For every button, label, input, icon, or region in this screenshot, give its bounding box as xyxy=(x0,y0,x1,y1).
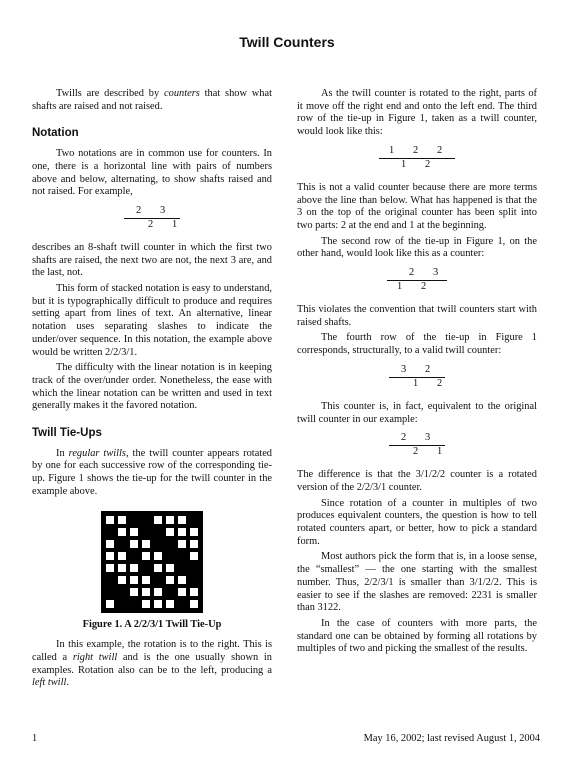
tieup-cell-raised xyxy=(190,540,198,548)
tieup-cell-raised xyxy=(178,540,186,548)
tieups-paragraph: In regular twills, the twill counter appears rotated by one for each successive row of the corresponding tie-up. Figure 1 shows the tie-up for the twill counter in the example above. xyxy=(32,447,272,497)
tieup-cell-raised xyxy=(154,516,162,524)
fourth-row-paragraph: The fourth row of the tie-up in Figure 1 corresponds, structurally, to a valid twill counter: xyxy=(297,332,537,357)
document-title: Twill Counters xyxy=(239,34,335,50)
tieup-cell-raised xyxy=(154,564,162,572)
tieup-cell-raised xyxy=(166,528,174,536)
difference-paragraph: The difference is that the 3/1/2/2 counter is a rotated version of the 2/2/3/1 counter. xyxy=(297,469,537,493)
tieup-cell-raised xyxy=(106,552,114,560)
tieup-cell-raised xyxy=(166,564,174,572)
tieup-cell-raised xyxy=(130,528,138,536)
second-row-paragraph: The second row of the tie-up in Figure 1, on the other hand, would look like this as a counter: xyxy=(297,235,537,260)
rotation-right-paragraph: As the twill counter is rotated to the right, parts of it move off the right end and onto the left end. The third row of the tie-up in Figure 1, taken as a twill counter, would look like this: xyxy=(297,88,537,138)
counter-example-2231: 2 3 2 1 xyxy=(124,205,180,232)
tieup-cell-raised xyxy=(118,552,126,560)
tieups-heading: Twill Tie-Ups xyxy=(32,427,102,440)
difficulty-paragraph: The difficulty with the linear notation is in keeping track of the over/under order. Nonetheless, the ease with which the linear notation can be written and used in text generally makes it the favored notation. xyxy=(32,362,272,412)
tieup-cell-raised xyxy=(106,516,114,524)
equivalent-paragraph: This counter is, in fact, equivalent to the original twill counter in our example: xyxy=(297,400,537,425)
tieup-cell-raised xyxy=(142,588,150,596)
tieup-cell-raised xyxy=(118,576,126,584)
tieup-cell-raised xyxy=(154,588,162,596)
tieup-cell-raised xyxy=(142,540,150,548)
tieup-cell-raised xyxy=(106,600,114,608)
rotation-paragraph: In this example, the rotation is to the right. This is called a right twill and is the one usually shown in examples. Rotation also can be to the left, producing a left twill. xyxy=(32,639,272,689)
tieup-cell-raised xyxy=(166,600,174,608)
tieup-cell-raised xyxy=(118,528,126,536)
tieup-cell-raised xyxy=(190,600,198,608)
tieup-cell-raised xyxy=(130,588,138,596)
tieup-cell-raised xyxy=(118,516,126,524)
tieup-cell-raised xyxy=(106,564,114,572)
intro-paragraph: Twills are described by counters that show what shafts are raised and not raised. xyxy=(32,88,272,112)
tieup-cell-raised xyxy=(118,564,126,572)
tieup-grid-figure xyxy=(101,511,203,613)
tieup-cell-raised xyxy=(154,600,162,608)
violation-paragraph: This violates the convention that twill counters start with raised shafts. xyxy=(297,304,537,328)
tieup-cell-raised xyxy=(130,576,138,584)
tieup-cell-raised xyxy=(142,600,150,608)
tieup-cell-raised xyxy=(142,552,150,560)
figure-caption: Figure 1. A 2/2/3/1 Twill Tie-Up xyxy=(82,618,222,630)
counter-example-third-row: 1 2 2 1 2 xyxy=(379,145,455,172)
tieup-cell-raised xyxy=(154,552,162,560)
counter-example-original: 2 3 2 1 xyxy=(389,432,445,459)
tieup-cell-raised xyxy=(178,576,186,584)
tieup-cell-raised xyxy=(190,552,198,560)
tieup-cell-raised xyxy=(142,576,150,584)
tieup-cell-raised xyxy=(130,540,138,548)
tieup-cell-raised xyxy=(178,588,186,596)
revision-date: May 16, 2002; last revised August 1, 2004 xyxy=(363,733,540,744)
counter-description: describes an 8-shaft twill counter in which the first two shafts are raised, the next two are not, the next 3 are, and the last, not. xyxy=(32,241,272,279)
tieup-cell-raised xyxy=(190,528,198,536)
rotation-multiples-paragraph: Since rotation of a counter in multiples of two produces equivalent counters, the question is how to tell rotated counters apart, or better, how to pick a standard form. xyxy=(297,497,537,547)
counter-example-second-row: 2 3 1 2 xyxy=(387,267,447,294)
tieup-cell-raised xyxy=(190,588,198,596)
notation-paragraph: Two notations are in common use for counters. In one, there is a horizontal line with pairs of numbers above and below, alternating, to show shafts raised and not raised. For example, xyxy=(32,148,272,198)
page-number: 1 xyxy=(32,733,38,744)
tieup-cell-raised xyxy=(166,516,174,524)
tieup-cell-raised xyxy=(130,564,138,572)
tieup-cell-raised xyxy=(178,516,186,524)
more-parts-paragraph: In the case of counters with more parts, the standard one can be obtained by forming all rotations by multiples of two and picking the smallest of the results. xyxy=(297,617,537,655)
tieup-cell-raised xyxy=(178,528,186,536)
tieup-cell-raised xyxy=(106,540,114,548)
tieup-cell-raised xyxy=(166,576,174,584)
notation-heading: Notation xyxy=(32,127,79,140)
invalid-counter-paragraph: This is not a valid counter because there are more terms above the line than below. What has happened is that the 3 on the top of the original counter has been split into two parts: 2 at the end and 1 at the beginning. xyxy=(297,181,537,231)
smallest-paragraph: Most authors pick the form that is, in a loose sense, the “smallest” — the one starting with the smallest number. Thus, 2/2/3/1 is smaller than 3/1/2/2. This is easier to see if the slashes are removed: 2231 is smaller than 3122. xyxy=(297,551,537,614)
right-column xyxy=(297,88,537,659)
linear-notation-paragraph: This form of stacked notation is easy to understand, but it is typographically difficult to produce and requires setting apart from lines of text. An alternative, linear notation uses separating slashes to indicate the under/over sequence. In this notation, the example above would be written 2/2/3/1. xyxy=(32,283,272,358)
counter-example-fourth-row: 3 2 1 2 xyxy=(389,364,445,391)
left-column xyxy=(32,88,272,693)
